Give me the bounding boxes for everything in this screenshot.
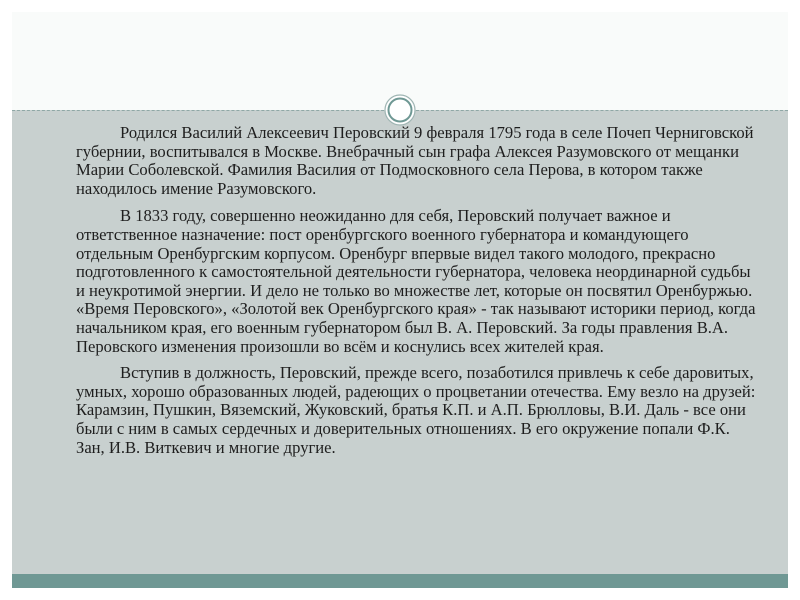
paragraph-governor-appointment: В 1833 году, совершенно неожиданно для себя, Перовский получает важное и ответственное назначение: пост оренбургского военного губернатора и командующего отдельным Оренбургским корпусом. Оренбург впервые видел такого молодого, прекрасно подготовленного к самостоятельной деятельности губернатора, человека неординарной судьбы и неукротимой энергии. И дело не только во множестве лет, которые он посвятил Оренбуржью. «Время Перовского», «Золотой век Оренбургского края» - так называют историки период, когда начальником края, его военным губернатором был В. А. Перовский. За годы правления В.А. Перовского изменения произошли во всём и коснулись всех жителей края. [76,206,756,356]
slide [12,12,788,588]
slide-text-body [76,124,758,457]
circle-ornament-icon [384,94,416,126]
paragraph-circle-of-friends: Вступив в должность, Перовский, прежде всего, позаботился привлечь к себе даровитых, умных, хорошо образованных людей, радеющих о процветании отечества. Ему везло на друзей: Карамзин, Пушкин, Вяземский, Жуковский, братья К.П. и А.П. Брюлловы, В.И. Даль - все они были с ним в самых сердечных и доверительных отношениях. В его окружение попали Ф.К. Зан, И.В. Виткевич и многие другие. [76,363,756,457]
paragraph-biography: Родился Василий Алексеевич Перовский 9 февраля 1795 года в селе Почеп Черниговской губернии, воспитывался в Москве. Внебрачный сын графа Алексея Разумовского от мещанки Марии Соболевской. Фамилия Василия от Подмосковного села Перова, в котором также находилось имение Разумовского. [76,123,754,198]
slide-footer-band [12,574,788,588]
